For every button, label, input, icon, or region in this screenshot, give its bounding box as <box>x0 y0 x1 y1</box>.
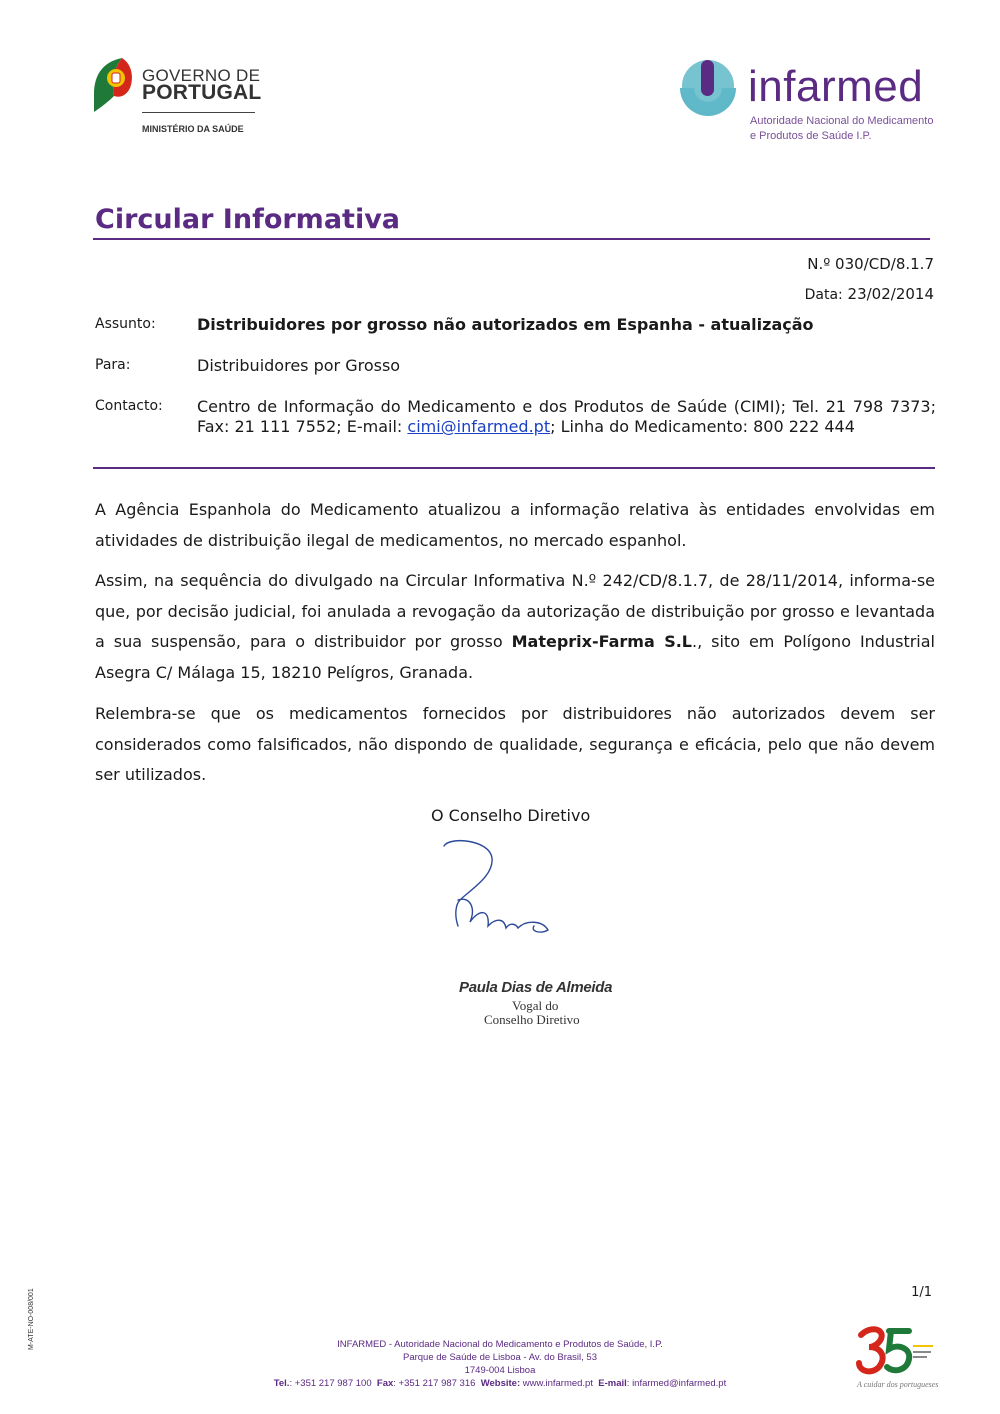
footer-website-link[interactable]: www.infarmed.pt <box>520 1378 593 1389</box>
footer-org: INFARMED - Autoridade Nacional do Medicamento e Produtos de Saúde, I.P. <box>337 1339 663 1350</box>
gov-name-line1: GOVERNO DE <box>142 66 261 85</box>
anniversary-tagline: A cuidar dos portugueses <box>857 1380 939 1389</box>
date-value: 23/02/2014 <box>847 285 934 303</box>
contact-email-link[interactable]: cimi@infarmed.pt <box>407 417 551 436</box>
gov-divider <box>142 112 255 113</box>
signer-role-line1: Vogal do <box>512 998 559 1013</box>
signoff-council: O Conselho Diretivo <box>431 806 591 825</box>
date-label: Data: <box>804 287 843 303</box>
meta-divider <box>93 467 935 469</box>
infarmed-wordmark: infarmed <box>748 62 924 111</box>
infarmed-logo-icon <box>676 58 740 122</box>
title-divider <box>93 238 930 240</box>
document-title: Circular Informativa <box>95 204 401 235</box>
to-value: Distribuidores por Grosso <box>197 356 401 375</box>
footer-email-link[interactable]: : infarmed@infarmed.pt <box>626 1378 727 1389</box>
footer-address: Parque de Saúde de Lisboa - Av. do Brasil, 53 <box>402 1352 597 1363</box>
document-date <box>805 285 934 303</box>
infarmed-subtitle-line1: Autoridade Nacional do Medicamento <box>750 115 934 127</box>
subject-label: Assunto: <box>95 316 156 332</box>
distributor-name: Mateprix-Farma S.L <box>511 632 692 651</box>
page-number: 1/1 <box>911 1285 932 1300</box>
body-paragraph-1: A Agência Espanhola do Medicamento atualizou a informação relativa às entidades envolvidas em atividades de distribuição ilegal de medicamentos, no mercado espanhol. <box>95 500 935 550</box>
infarmed-subtitle-line2: e Produtos de Saúde I.P. <box>750 130 872 142</box>
document-code: M-ATE-NO-008/001 <box>28 1288 35 1350</box>
contact-value: Centro de Informação do Medicamento e dos Produtos de Saúde (CIMI); Tel. 21 798 7373; Fax: 21 111 7552; E-mail: cimi@infarmed.pt; Linha do Medicamento: 800 222 444 <box>197 397 936 436</box>
handwritten-signature-icon <box>430 838 570 938</box>
gov-portugal-emblem-icon <box>92 56 134 112</box>
reference-number: N.º 030/CD/8.1.7 <box>807 255 934 273</box>
anniversary-35-emblem-icon <box>855 1325 935 1375</box>
body-paragraph-3: Relembra-se que os medicamentos fornecidos por distribuidores não autorizados devem ser considerados como falsificados, não dispondo de qualidade, segurança e eficácia, pelo que não devem ser utilizados. <box>95 704 935 784</box>
contact-label: Contacto: <box>95 398 163 414</box>
signer-role-line2: Conselho Diretivo <box>484 1012 580 1027</box>
footer-contacts: Tel.: +351 217 987 100 Fax: +351 217 987 316 Website: www.infarmed.pt E-mail: infarmed@infarmed.pt <box>273 1378 727 1389</box>
body-paragraph-2: Assim, na sequência do divulgado na Circular Informativa N.º 242/CD/8.1.7, de 28/11/2014, informa-se que, por decisão judicial, foi anulada a revogação da autorização de distribuição por grosso e levantada a sua suspensão, para o distribuidor por grosso Mateprix-Farma S.L., sito em Polígono Industrial Asegra C/ Málaga 15, 18210 Pelígros, Granada. <box>95 571 935 682</box>
ministry-name: MINISTÉRIO DA SAÚDE <box>142 124 244 134</box>
gov-name-line2: PORTUGAL <box>142 81 262 104</box>
to-label: Para: <box>95 357 131 373</box>
signer-name: Paula Dias de Almeida <box>459 979 613 996</box>
subject-value: Distribuidores por grosso não autorizados em Espanha - atualização <box>197 315 814 334</box>
footer-postcode: 1749-004 Lisboa <box>464 1365 536 1376</box>
